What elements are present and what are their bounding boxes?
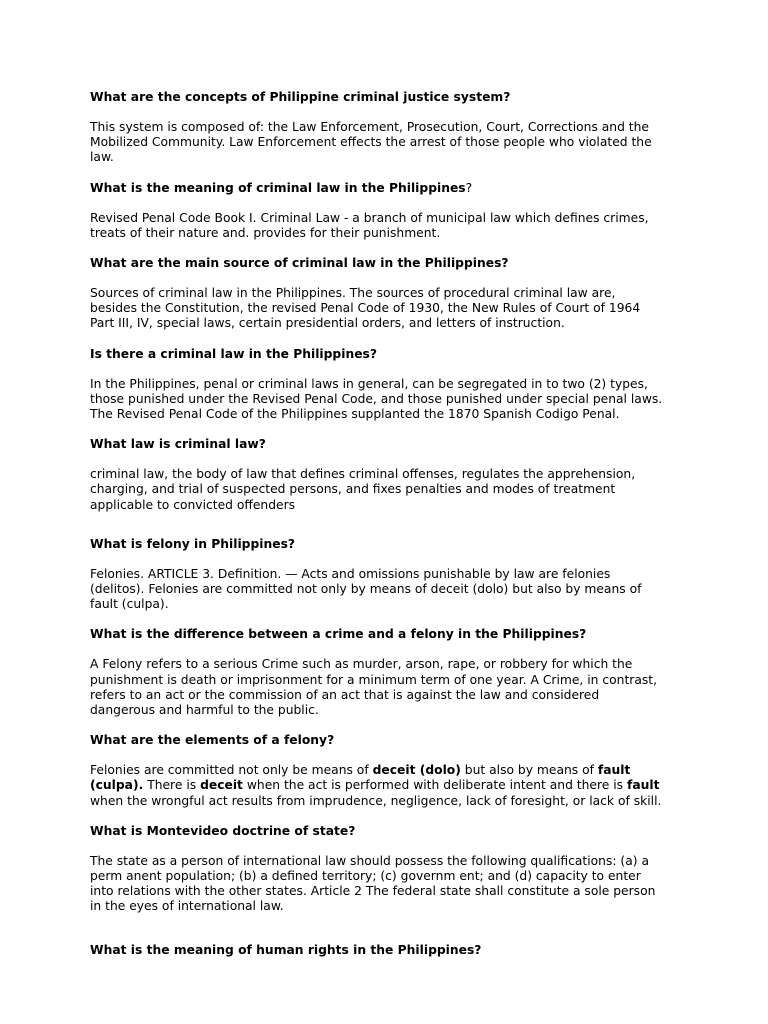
- answer-paragraph: [90, 467, 690, 513]
- answer-line: Part III, IV, special laws, certain presidential orders, and letters of instruction.: [90, 316, 565, 331]
- answer-line: fault (culpa).: [90, 597, 169, 612]
- answer-text: but also by means of: [460, 763, 598, 778]
- answer-paragraph: [90, 377, 690, 423]
- answer-line: dangerous and harmful to the public.: [90, 703, 319, 718]
- answer-line: Felonies. ARTICLE 3. Definition. — Acts and omissions punishable by law are felonies: [90, 566, 611, 581]
- answer-line: refers to an act or the commission of an act that is against the law and considered: [90, 687, 600, 702]
- question-heading: [90, 181, 690, 196]
- question-heading: What are the elements of a felony?: [90, 733, 335, 748]
- answer-line: when the wrongful act results from imprudence, negligence, lack of foresight, or lack of skill.: [90, 793, 662, 808]
- document-page: [90, 90, 690, 973]
- answer-paragraph: [90, 567, 690, 613]
- question-heading: What law is criminal law?: [90, 437, 266, 452]
- bold-term-fault: fault: [597, 763, 631, 778]
- answer-line: [90, 763, 690, 778]
- bold-term-deceit: deceit: [200, 778, 243, 793]
- answer-line: those punished under the Revised Penal Code, and those punished under special penal laws.: [90, 391, 663, 406]
- question-text: What is the meaning of criminal law in the Philippines: [90, 180, 466, 195]
- answer-line: besides the Constitution, the revised Penal Code of 1930, the New Rules of Court of 1964: [90, 301, 641, 316]
- answer-line: criminal law, the body of law that defines criminal offenses, regulates the apprehension,: [90, 467, 636, 482]
- answer-line: Sources of criminal law in the Philippines. The sources of procedural criminal law are,: [90, 286, 616, 301]
- question-heading: What is the meaning of human rights in the Philippines?: [90, 942, 482, 957]
- answer-line: perm anent population; (b) a defined territory; (c) governm ent; and (d) capacity to enter: [90, 869, 641, 884]
- answer-line: In the Philippines, penal or criminal laws in general, can be segregated in to two (2) types,: [90, 376, 648, 391]
- answer-text: There is: [143, 778, 201, 793]
- answer-paragraph: [90, 854, 690, 915]
- question-heading: What is Montevideo doctrine of state?: [90, 823, 356, 838]
- question-heading: What are the concepts of Philippine criminal justice system?: [90, 90, 511, 104]
- answer-line: [90, 778, 690, 793]
- answer-line: charging, and trial of suspected persons, and fixes penalties and modes of treatment: [90, 482, 616, 497]
- question-heading: What is felony in Philippines?: [90, 536, 296, 551]
- answer-line: This system is composed of: the Law Enforcement, Prosecution, Court, Corrections and the: [90, 120, 649, 134]
- answer-text: Felonies are committed not only be means of: [90, 763, 373, 778]
- bold-term-fault: fault: [627, 778, 660, 793]
- answer-line: into relations with the other states. Article 2 The federal state shall constitute a sole person: [90, 884, 656, 899]
- answer-line: treats of their nature and. provides for their punishment.: [90, 225, 441, 240]
- question-heading: What is the difference between a crime and a felony in the Philippines?: [90, 627, 587, 642]
- question-heading: What are the main source of criminal law in the Philippines?: [90, 256, 509, 271]
- question-mark: ?: [465, 180, 473, 195]
- question-heading: Is there a criminal law in the Philippines?: [90, 346, 377, 361]
- answer-line: A Felony refers to a serious Crime such as murder, arson, rape, or robbery for which the: [90, 657, 633, 672]
- answer-line: The state as a person of international law should possess the following qualifications: (a) a: [90, 853, 650, 868]
- answer-line: law.: [90, 150, 114, 165]
- answer-paragraph: [90, 763, 690, 809]
- answer-paragraph: [90, 657, 690, 718]
- answer-line: Mobilized Community. Law Enforcement effects the arrest of those people who violated the: [90, 135, 652, 150]
- answer-line: Revised Penal Code Book I. Criminal Law - a branch of municipal law which defines crimes,: [90, 210, 649, 225]
- answer-paragraph: [90, 286, 690, 332]
- answer-line: punishment is death or imprisonment for a minimum term of one year. A Crime, in contrast,: [90, 672, 657, 687]
- answer-line: applicable to convicted offenders: [90, 497, 296, 512]
- answer-line: in the eyes of international law.: [90, 899, 284, 914]
- answer-text: when the act is performed with deliberate intent and there is: [242, 778, 627, 793]
- answer-line: (delitos). Felonies are committed not only by means of deceit (dolo) but also by means of: [90, 582, 642, 597]
- answer-paragraph: [90, 120, 690, 166]
- answer-paragraph: [90, 211, 690, 241]
- answer-line: The Revised Penal Code of the Philippines supplanted the 1870 Spanish Codigo Penal.: [90, 407, 620, 422]
- bold-term-culpa: (culpa).: [90, 778, 144, 793]
- bold-term-deceit-dolo: deceit (dolo): [372, 763, 461, 778]
